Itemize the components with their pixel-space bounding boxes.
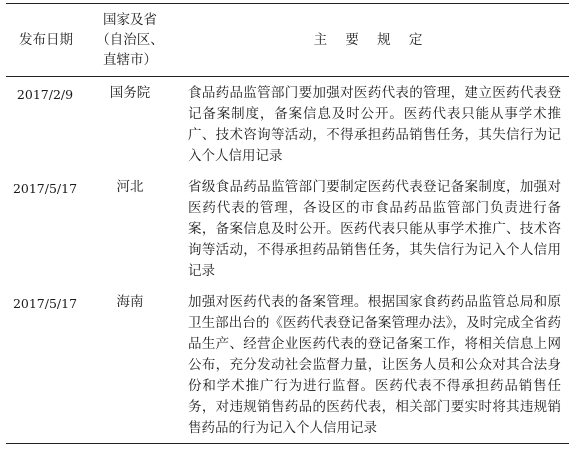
row-region: 国务院 — [109, 85, 151, 101]
row-region: 河北 — [116, 179, 144, 195]
header-date: 发布日期 — [19, 32, 73, 48]
row-date: 2017/2/9 — [16, 87, 74, 102]
row-content: 省级食品药品监管部门要制定医药代表登记备案制度，加强对医药代表的管理，各设区的市食品药品监管部门负责进行备案，备案信息及时公开。医药代表只能从事学术推广、技术咨询等活动，不得承担药品销售任务，其失信行为记入个人信用记录 — [188, 179, 561, 279]
table-row — [6, 171, 569, 286]
table-row — [6, 77, 569, 172]
row-region: 海南 — [116, 294, 144, 310]
header-row — [6, 4, 569, 77]
table-header — [6, 4, 569, 77]
header-region-text: 国家及省 （自治区、 直辖市） — [96, 12, 164, 68]
row-content: 加强对医药代表的备案管理。根据国家食药药品监管总局和原卫生部出台的《医药代表登记备案管理办法》，及时完成全省药品生产、经营企业医药代表的登记备案工作，将相关信息上网公布，充分发动社会监督力量，让医务人员和公众对其合法身份和学术推广行为进行监督。医药代表不得承担药品销售任务，对违规销售药品的医药代表，相关部门要实时将其违规销售药品的行为记入个人信用记录 — [188, 294, 561, 436]
header-content: 主 要 规 定 — [313, 32, 430, 48]
row-date: 2017/5/17 — [12, 296, 78, 311]
table-row — [6, 286, 569, 444]
table-body — [6, 77, 569, 444]
row-content: 食品药品监管部门要加强对医药代表的管理，建立医药代表登记备案制度，备案信息及时公开。医药代表只能从事学术推广、技术咨询等活动，不得承担药品销售任务，其失信行为记入个人信用记录 — [188, 85, 561, 164]
policy-table — [6, 3, 569, 444]
header-region — [86, 4, 174, 77]
row-date: 2017/5/17 — [12, 181, 78, 196]
